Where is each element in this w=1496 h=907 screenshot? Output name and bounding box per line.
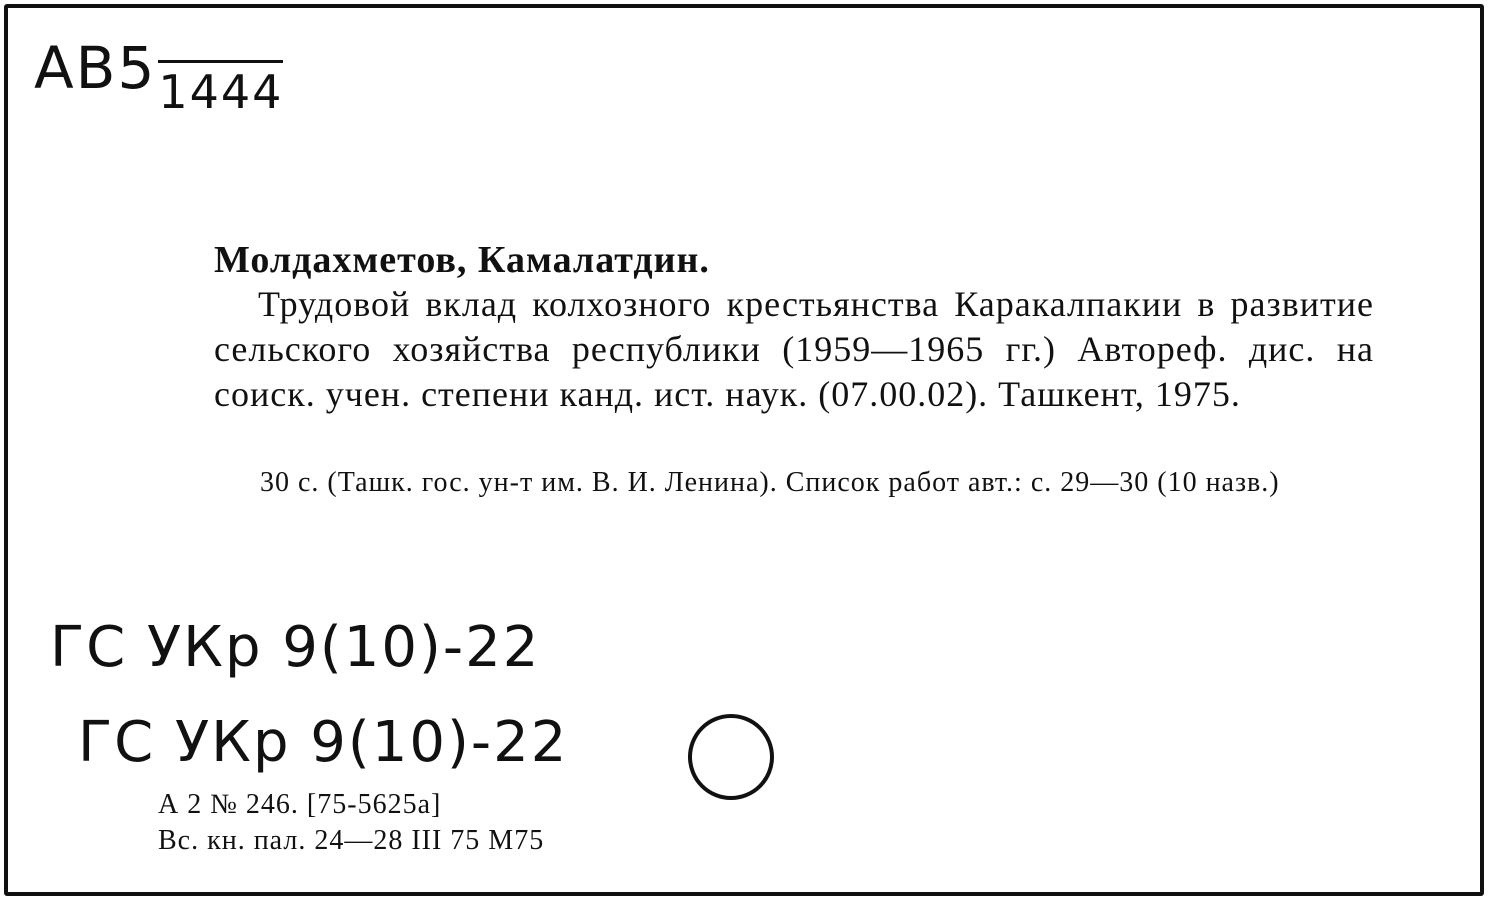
publication-line-1: А 2 № 246. [75-5625а] [158,789,442,820]
call-number-1: ГС УКр 9(10)-22 [50,615,541,680]
shelf-mark-prefix: AB5 [34,34,157,102]
publication-line-2: Вс. кн. пал. 24—28 III 75 М75 [158,825,545,856]
call-number-2: ГС УКр 9(10)-22 [78,710,569,775]
shelf-mark-number: 1444 [158,60,283,119]
circle-stamp [688,714,774,800]
shelf-mark [34,34,283,119]
collation-note: 30 с. (Ташк. гос. ун-т им. В. И. Ленина). Список работ авт.: с. 29—30 (10 назв.) [260,467,1280,498]
author-heading: Молдахметов, Камалатдин. [214,239,710,281]
title-description: Трудовой вклад колхозного крестьянства Каракалпакии в развитие сельского хозяйства республики (1959—1965 гг.) Автореф. дис. на соиск. учен. степени канд. ист. наук. (07.00.02). Ташкент, 1975. [214,284,1374,414]
